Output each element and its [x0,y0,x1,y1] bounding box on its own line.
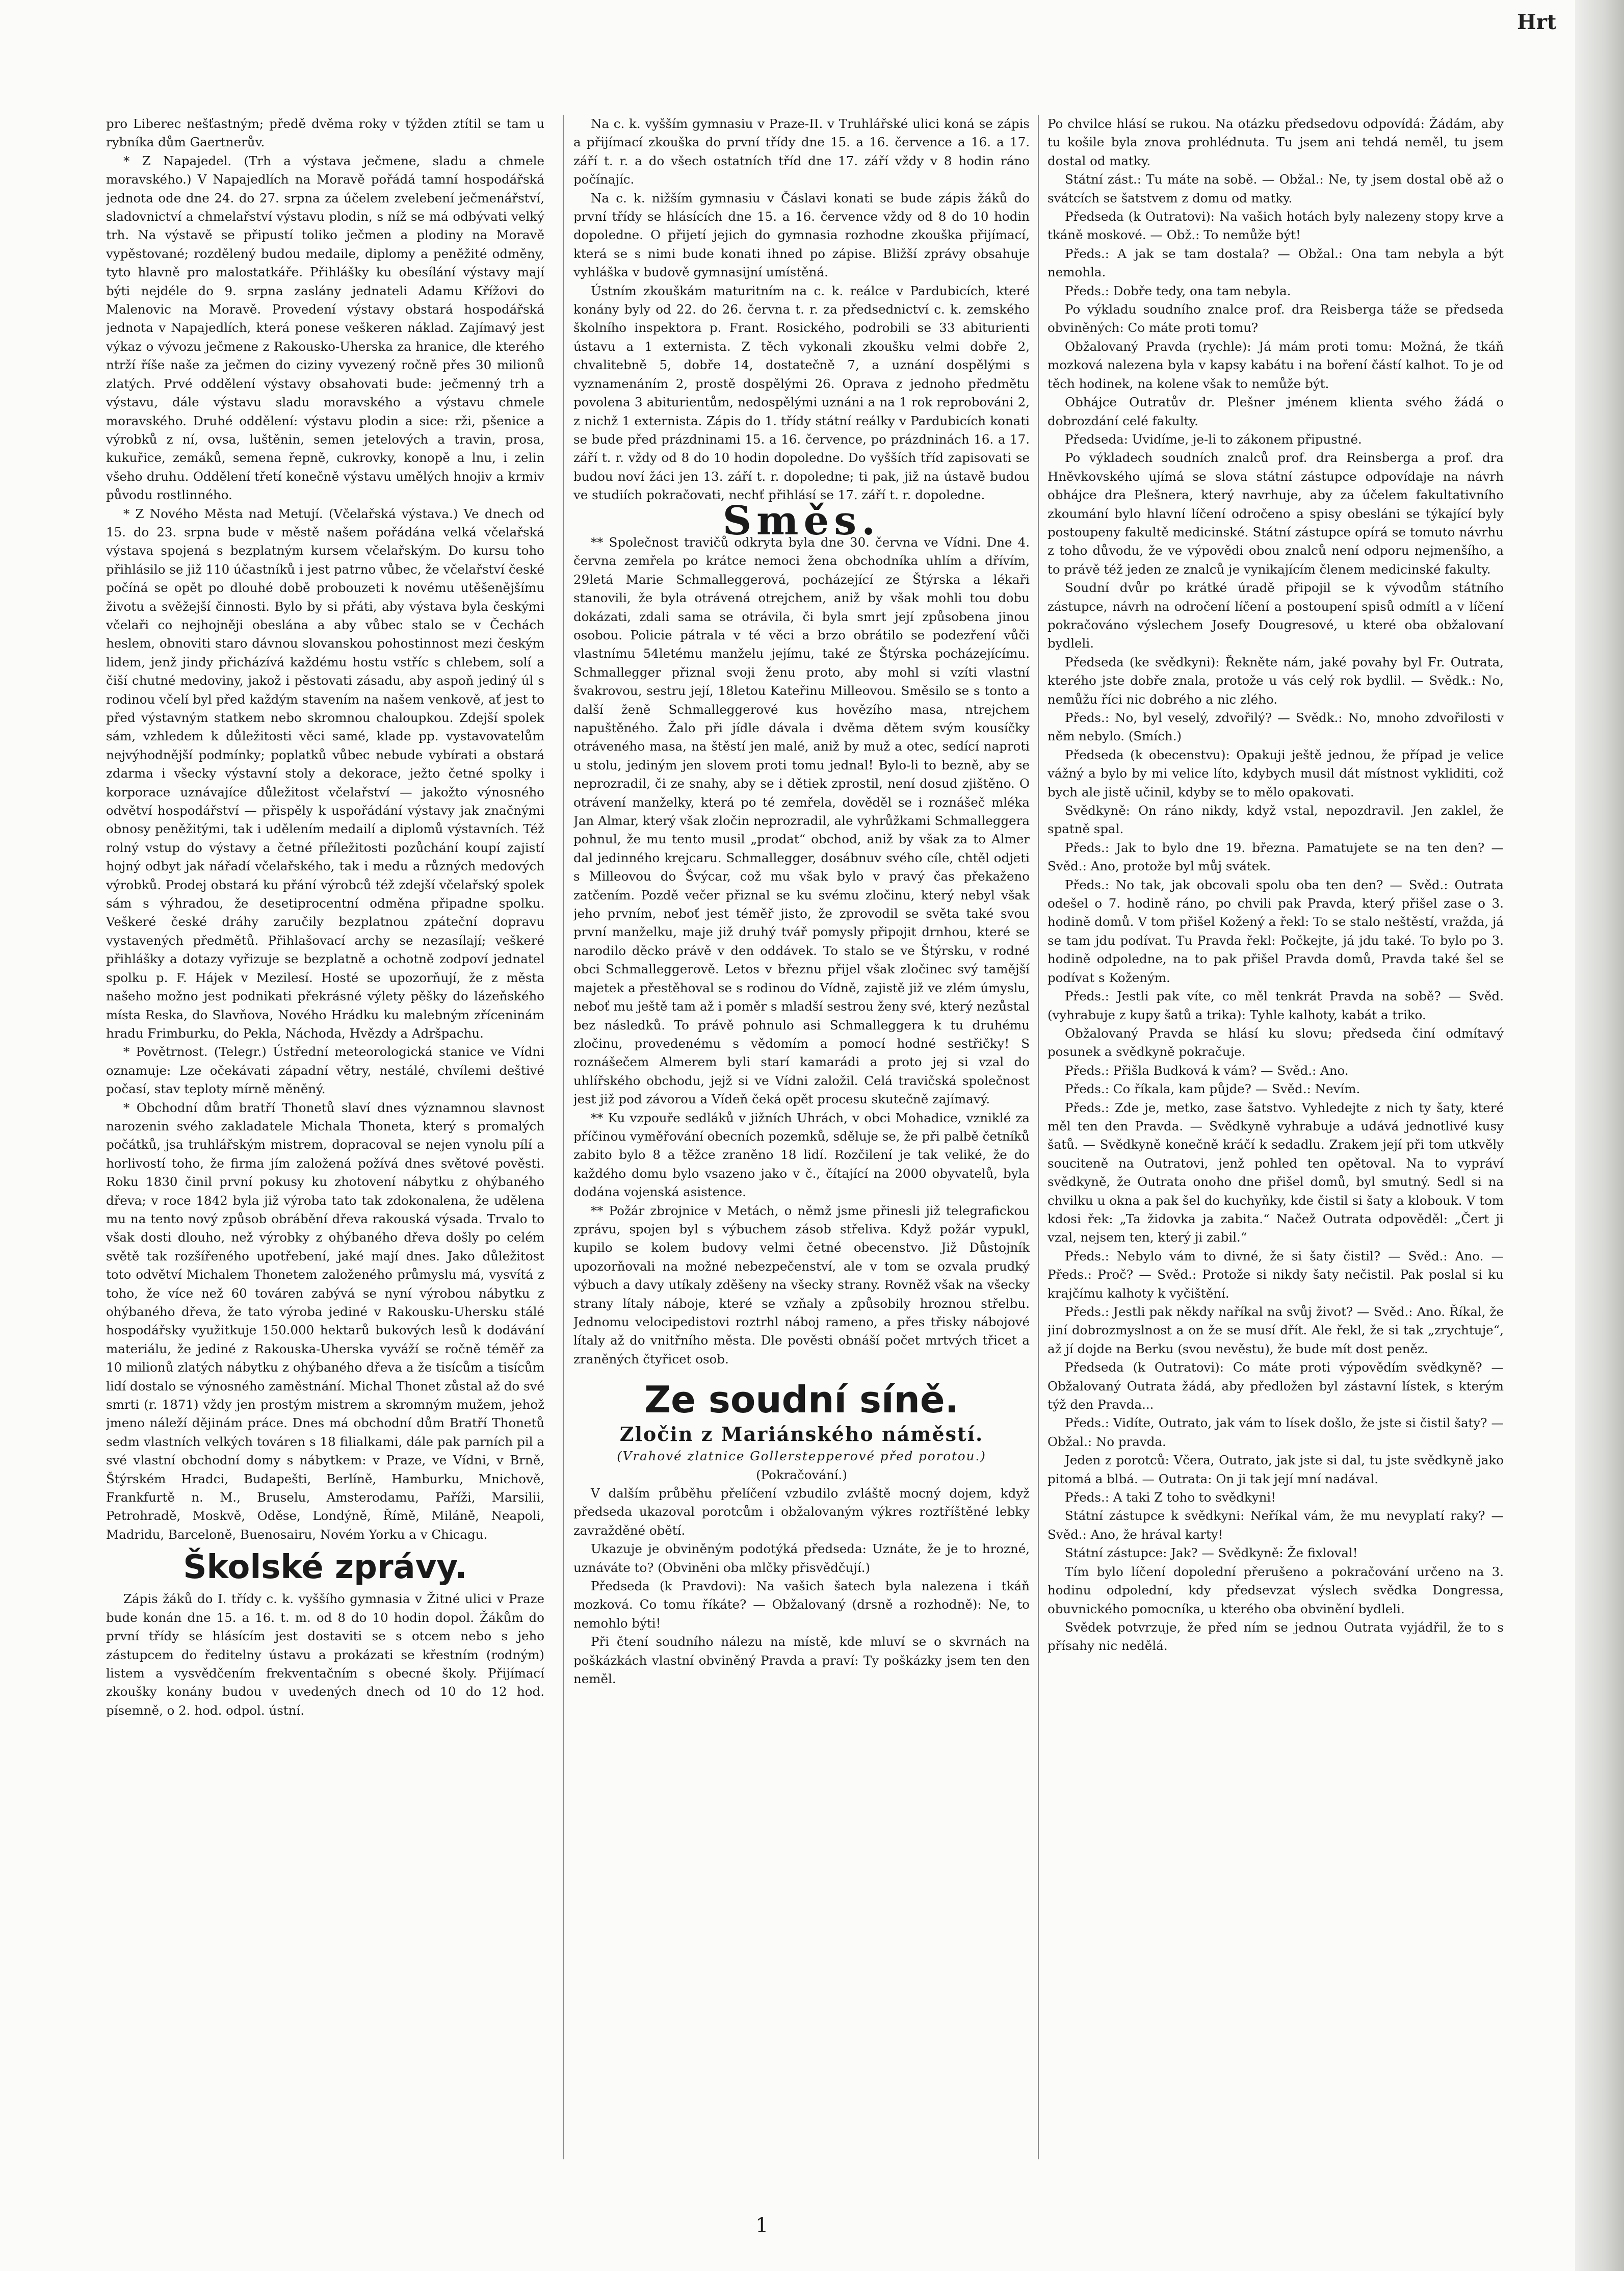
court-dialogue-paragraph: Předs.: Nebylo vám to divné, že si šaty čistil? — Svěd.: Ano. — Předs.: Proč? — Svěd.: Protože si nikdy šaty nečistil. Pak poslal si ku krajčímu kalhoty k vyčištění. [1047,1248,1504,1301]
article-paragraph: * Z Napajedel. (Trh a výstava ječmene, sladu a chmele moravského.) V Napajedlích na Moravě pořádá tamní hospodářská jednota ode dne 24. do 27. srpna za účelem zvelebení ječmenářství, sladovnictví a chmelařství výstavu plodin, s níž se má odbývati velký trh. Na výstavě se připustí toliko ječmen a plodiny na Moravě vypěstované; rozdělený budou medaile, diplomy a peněžité odměny, tyto hlavně pro malostatkáře. Přihlášky ku obesílání výstavy mají býti nejdéle do 9. srpna zaslány jednateli Adamu Křížovi do Malenovic na Moravě. Provedení výstavy obstará hospodářská jednota v Napajedlích, která ponese veškeren náklad. Zajímavý jest výkaz o vývozu ječmene z Rakousko-Uherska za hranice, dle kterého ntrží říše naše za ječmen do ciziny vyvezený ročně přes 30 milionů zlatých. Prvé oddělení výstavy obsahovati bude: ječmenný trh a výstavu, dále výstavu sladu moravského a výstavu chmele moravského. Druhé oddělení: výstavu plodin a sice: rži, pšenice a výrobků z ní, ovsa, luštěnin, semen jetelových a travin, prosa, kukuřice, zemáků, semena řepně, cukrovky, konopě a lnu, i zelin všeho druhu. Oddělení třetí konečně výstavu umělých hnojiv a krmiv původu rostlinného. [106,153,544,503]
court-dialogue-paragraph: Tím bylo líčení dopolední přerušeno a pokračování určeno na 3. hodinu odpolední, kdy předsevzat výslech svědka Dongressa, obuvnického pomocníka, u kterého oba obvinění bydleli. [1047,1564,1504,1616]
court-dialogue-paragraph: Předs.: A taki Z toho to svědkyni! [1065,1490,1276,1505]
column-1 [106,115,544,2154]
corner-mark: Hrt [1517,10,1557,34]
article-paragraph: Ústním zkouškám maturitním na c. k. reálce v Pardubicích, které konány byly od 22. do 26. června t. r. za předsednictví c. k. zemského školního inspektora p. Frant. Rosického, podrobili se 33 abiturienti ústavu a 1 externista. Z těch vykonali zkoušku velmi dobře 2, chvalitebně 5, dobře 14, dostatečně 7, a uznání dospělými s vyznamenáním 2, prostě dospělými 26. Oprava z jednoho předmětu povolena 3 abiturientům, nedospělými uznáni a na 1 rok reprobováni 2, z nichž 1 externista. Zápis do 1. třídy státní reálky v Pardubicích konati se bude před prázdninami 15. a 16. července, po prázdninách 16. a 17. září t. r. vždy od 8 do 10 hodin dopoledne. Do vyšších tříd zapisovati se budou noví žáci jen 13. září t. r. dopoledne; ti pak, již na ústavě budou ve studiích pokračovati, nechť přihlásí se 17. září t. r. dopoledne. [573,283,1030,503]
court-dialogue-paragraph: Předs.: Jak to bylo dne 19. března. Pamatujete se na ten den? — Svěd.: Ano, protože byl můj svátek. [1047,840,1504,874]
court-dialogue-paragraph: Předs.: A jak se tam dostala? — Obžal.: Ona tam nebyla a být nemohla. [1047,246,1504,280]
court-subheading-detail: (Vrahové zlatnice Gollerstepperové před porotou.) [617,1449,986,1464]
article-paragraph: * Povětrnost. (Telegr.) Ústřední meteorologická stanice ve Vídni oznamuje: Lze očekávati západní větry, nestálé, chvílemi deštivé počasí, stav teploty mírně měněný. [106,1044,544,1097]
court-dialogue-paragraph: Státní zást.: Tu máte na sobě. — Obžal.: Ne, ty jsem dostal obě až o svátcích se šatstvem z domu od matky. [1047,172,1504,205]
article-paragraph: ** Požár zbrojnice v Metách, o němž jsme přinesli již telegrafickou zprávu, spojen byl s výbuchem zásob střeliva. Když požár vypukl, kupilo se kolem budovy velmi četné obecenstvo. Již Důstojník upozorňovali na možné nebezpečenství, ale v tom se ozvala prudký výbuch a davy utíkaly zděšeny na všecky strany. Rovněž však na všecky strany lítaly náboje, které se vzňaly a způsobily hroznou střelbu. Jednomu velocipedistovi roztrhl náboj rameno, a přes třisky nábojové lítaly až do vnitřního města. Dle pověsti obnáší počet mrtvých třicet a zraněných čtyřicet osob. [573,1203,1030,1366]
court-dialogue-paragraph: Předs.: Co říkala, kam půjde? — Svěd.: Nevím. [1065,1081,1360,1097]
article-paragraph: Ukazuje je obviněným podotýká předseda: Uznáte, že je to hrozné, uznáváte to? (Obviněni oba mlčky přisvědčují.) [573,1541,1030,1575]
court-dialogue-paragraph: Předs.: No tak, jak obcovali spolu oba ten den? — Svěd.: Outrata odešel o 7. hodině ráno, po chvili pak Pravda, který přišel zase o 3. hodině domů. V tom přišel Kožený a řekl: To se stalo neštěstí, vražda, já se tam jdu podívat. Tu Pravda řekl: Počkejte, já jdu také. To bylo po 3. hodině odpoledne, na to pak přišel Pravda domů, Pravda také šel se podívat s Koženým. [1047,877,1504,985]
article-paragraph: Při čtení soudního nálezu na místě, kde mluví se o skvrnách na poškázkách vlastní obviněný Pravda a praví: Ty poškázky jsem ten den neměl. [573,1634,1030,1687]
article-paragraph: Na c. k. nižším gymnasiu v Čáslavi konati se bude zápis žáků do první třídy se hlásících dne 15. a 16. července vždy od 8 do 10 hodin dopoledne. O přijetí jejich do gymnasia rozhodne zkouška přijímací, která se s nimi bude konati ihned po zápise. Bližší zprávy obsahuje vyhláška v budově gymnasijní umístěná. [573,190,1030,280]
article-paragraph: * Obchodní dům bratří Thonetů slaví dnes významnou slavnost narozenin svého zakladatele Michala Thoneta, který s promalých počátků, jsa truhlářským mistrem, dopracoval se nejen vynolu pílí a horlivostí toho, že firma jím založená požívá dnes světové pověsti. Roku 1830 činil první pokusy ku zhotovení nábytku z ohýbaného dřeva; v roce 1842 byla již výroba tato tak zdokonalena, že udělena mu na tento nový způsob obrábění dřeva rakouská výsada. Trvalo to však dosti dlouho, než výrobky z ohýbaného dřeva došly po celém světě tak rozšířeného upotřebení, jaké mají dnes. Jako důležitost toto odvětví Michalem Thonetem založeného průmyslu má, vysvítá z toho, že více než 60 továren zabývá se nyní výrobou nábytku z ohýbaného dřeva, že tato výroba jediné v Rakousku-Uhersku stálé hospodářsky využitkuje 150.000 hektarů bukových lesů k dodávání materiálu, že jediné z Rakouska-Uherska vyváží se ročně téměř za 10 milionů zlatých nábytku z ohýbaného dřeva a že tisícům a tisícům lidí dostalo se výnosného zaměstnání. Michal Thonet zůstal až do své smrti (r. 1871) vždy jen prostým mistrem a skromným mužem, jehož jmeno náleží dějinám práce. Dnes má obchodní dům Bratří Thonetů sedm vlastních velkých továren s 18 filialkami, dále pak parních pil a své vlastní obchodní domy s nábytkem: v Praze, ve Vídni, v Brně, Štýrském Hradci, Budapešti, Berlíně, Hamburku, Mnichově, Frankfurtě n. M., Bruselu, Amsterodamu, Paříži, Marsilii, Petrohradě, Moskvě, Oděse, Londýně, Římě, Miláně, Neapoli, Madridu, Barceloně, Buenosairu, Novém Yorku a v Chicagu. [106,1100,544,1542]
court-dialogue-paragraph: Jeden z porotců: Včera, Outrato, jak jste si dal, tu jste svědkyně jako pitomá a blbá. — Outrata: On ji tak její mní nadával. [1047,1453,1504,1486]
court-dialogue-paragraph: Předs.: Jestli pak víte, co měl tenkrát Pravda na sobě? — Svěd. (vyhrabuje z kupy šatů a trika): Tyhle kalhoty, kabát a triko. [1047,989,1504,1022]
court-dialogue-paragraph: Svědek potvrzuje, že před ním se jednou Outrata vyjádřil, že to s přísahy nic nedělá. [1047,1619,1504,1654]
court-dialogue-paragraph: Předseda (k Outratovi): Co máte proti výpovědím svědkyně? — Obžalovaný Outrata žádá, aby předložen byl zástavní lístek, s kterým týž den Pravda... [1047,1360,1504,1412]
court-dialogue-paragraph: Předs.: Vidíte, Outrato, jak vám to lísek došlo, že jste si čistil šaty? — Obžal.: No pravda. [1047,1415,1504,1449]
court-dialogue-paragraph: Po chvilce hlásí se rukou. Na otázku předsedovu odpovídá: Žádám, aby tu košile byla znova prohlédnuta. Tu jsem ani tehdá neměl, tu jsem dostal od matky. [1047,116,1504,168]
article-paragraph: * Z Nového Města nad Metují. (Včelařská výstava.) Ve dnech od 15. do 23. srpna bude v městě našem pořádána velká včelařská výstava spojená s bezplatným kursem včelařským. Do kursu toho přihlásilo se již 110 účastníků i jest patrno vůbec, že včelařství české počíná se opět po dlouhé době probouzeti k novému utěšenějšímu životu a svěžejší činnosti. Bylo by si přáti, aby výstava byla českými včelaři co nejhojněji obeslána a aby vůbec stalo se v Čechách heslem, obnoviti staro dávnou slovanskou pohostinnost mezi českým lidem, jenž jindy přicházívá každému hostu vstříc s chlebem, solí a čiší chutné medoviny, jakož i pěstovati zásadu, aby aspoň jediný úl s rodinou včelí byl před každým stavením na našem venkově, ať jest to před výstavným statkem nebo skromnou chaloupkou. Zdejší spolek sám, vzhledem k důležitosti věci samé, klade pp. vystavovatelům nejvýhodnější podmínky; poplatků vůbec nebude vybírati a obstará zdarma i všecky výstavní stoly a dekorace, ježto četné spolky i korporace uznávajíce důležitost včelařství — jakožto výnosného odvětví hospodářství — přispěly k uspořádání výstavy jak značnými obnosy peněžitými, tak i udělením medailí a diplomů výstavních. Též rolný vstup do výstavy a četné příležitosti pozůchání koupí zajistí hojný odbyt jak nářadí včelařského, tak i medu a různých medových výrobků. Prodej obstará ku přání výrobců též zdejší včelařský spolek sám s výhradou, že desetiprocentní odměna připadne spolku. Veškeré české dráhy zaručily bezplatnou zpáteční dopravu vystavených předmětů. Přihlašovací archy se nezasílají; veškeré přihlášky a dotazy vyřizuje se bezplatně a ochotně zodpoví jednatel spolku p. F. Hájek v Mezilesí. Hosté se upozorňují, že z města našeho možno jest podnikati překrásné výlety pěšky do lázeňského místa Reska, do Slavňova, Nového Hrádku ku malebným zříceninám hradu Frimburku, do Pekla, Náchoda, Hvězdy a Adršpachu. [106,506,544,1041]
court-dialogue-paragraph: Po výkladech soudních znalců prof. dra Reinsberga a prof. dra Hněvkovského ujímá se slova státní zástupce odpovídaje na návrh obhájce dra Plešnera, který navrhuje, aby za účelem fakultativního zkoumání bylo hlavní líčení odročeno a spisy obesláni se týkající byly postoupeny fakultě medicinské. Státní zástupce opírá se tomuto návrhu z toho důvodu, že ve výpovědi obou znalců není odporu nejmenšího, a to právě též jeden ze znalců je vynikajícím členem medicinské fakulty. [1047,450,1504,577]
article-paragraph: V dalším průběhu přelíčení vzbudilo zvláště mocný dojem, když předseda ukazoval porotcům i obžalovaným výkres roztříštěné lebky zavražděné obětí. [573,1486,1030,1538]
court-dialogue-paragraph: Soudní dvůr po krátké úradě připojil se k vývodům státního zástupce, návrh na odročení líčení a postoupení spisů odmítl a v líčení pokračováno výslechem Josefy Dougresové, u které oba obžalovaní bydleli. [1047,580,1504,651]
court-dialogue-paragraph: Obhájce Outratův dr. Plešner jménem klienta svého žádá o dobrozdání celé fakulty. [1047,395,1504,428]
section-heading-court: Ze soudní síně. [644,1378,959,1422]
court-subheading: Zločin z Mariánského náměstí. [619,1423,984,1446]
page-mark: 1 [755,2214,769,2237]
court-dialogue-paragraph: Po výkladu soudního znalce prof. dra Reisberga táže se předseda obviněných: Co máte proti tomu? [1047,302,1504,336]
court-dialogue-paragraph: Předs.: Dobře tedy, ona tam nebyla. [1065,283,1291,298]
court-dialogue-paragraph: Předseda: Uvidíme, je-li to zákonem připustné. [1065,431,1362,447]
column-rule-1 [563,115,564,2159]
court-dialogue-paragraph: Obžalovaný Pravda (rychle): Já mám proti tomu: Možná, že tkáň mozková nalezena byla v kapsy kabátu i na boření částí kalhot. To je od těch hodinek, na kolene však to nemůže být. [1047,339,1504,391]
column-3 [1047,115,1504,2154]
court-dialogue-paragraph: Předs.: No, byl veselý, zdvořilý? — Svědk.: No, mnoho zdvořilosti v něm nebylo. (Smích.) [1047,710,1504,744]
court-dialogue-paragraph: Předs.: Jestli pak někdy naříkal na svůj život? — Svěd.: Ano. Říkal, že jiní dobrozmyslnost a on že se musí dřít. Ale řekl, že si tak „zrychtuje“, až jí dojde na Berku (svou nevěstu), že bude mít dost peněz. [1047,1304,1504,1356]
column-2 [573,115,1030,2154]
section-heading-school-news: Školské zprávy. [183,1549,467,1587]
article-paragraph: Zápis žáků do I. třídy c. k. vyššího gymnasia v Žitné ulici v Praze bude konán dne 15. a 16. t. m. od 8 do 10 hodin dopol. Žákům do první třídy se hlásícím jest dostaviti se s otcem nebo s jeho zástupcem do ředitelny ústavu a prokázati se křestním (rodným) listem a vysvědčením frekventačním s obecné školy. Přijímací zkoušky konány budou v uvedených dnech od 10 do 12 hod. písemně, o 2. hod. odpol. ústní. [106,1591,544,1718]
court-dialogue-paragraph: Státní zástupce k svědkyni: Neříkal vám, že mu nevyplatí raky? — Svěd.: Ano, že hrával karty! [1047,1508,1504,1542]
court-dialogue-paragraph: Předseda (k Outratovi): Na vašich hotách byly nalezeny stopy krve a tkáně moskové. — Obž.: To nemůže být! [1047,209,1504,243]
article-paragraph: ** Ku vzpouře sedláků v jižních Uhrách, v obci Mohadice, vzniklé za příčinou vyměřování obecních pozemků, sděluje se, že při palbě četníků zabito bylo 8 a těžce zraněno 18 lidí. Rozčilení je tak veliké, že do každého domu bylo vsazeno jako v č., čítající na 2000 obyvatelů, byla dodána vojenská asistence. [573,1110,1030,1200]
court-dialogue-paragraph: Svědkyně: On ráno nikdy, když vstal, nepozdravil. Jen zaklel, že spatně spal. [1047,803,1504,837]
page-edge-shadow [1575,0,1624,2271]
column-rule-2 [1038,115,1039,2159]
court-dialogue-paragraph: Předseda (k obecenstvu): Opakuji ještě jednou, že případ je velice vážný a bylo by mi velice líto, kdybych musil dát místnost vykliditi, což bych ale jistě učinil, kdyby se to mělo opakovati. [1047,747,1504,799]
article-paragraph: Předseda (k Pravdovi): Na vašich šatech byla nalezena i tkáň mozková. Co tomu říkáte? — Obžalovaný (drsně a rozhodně): Ne, to nemohlo býti! [573,1579,1030,1631]
court-dialogue-paragraph: Předseda (ke svědkyni): Řekněte nám, jaké povahy byl Fr. Outrata, kterého jste dobře znala, protože u vás celý rok bydlil. — Svědk.: No, nemůžu říci nic dobrého a nic zlého. [1047,654,1504,707]
article-paragraph: pro Liberec nešťastným; předě dvěma roky v týžden ztítil se tam u rybníka dům Gaertnerův. [106,116,544,150]
article-paragraph: Na c. k. vyšším gymnasiu v Praze-II. v Truhlářské ulici koná se zápis a přijímací zkouška do první třídy dne 15. a 16. července a 16. a 17. září t. r. a do všech ostatních tříd dne 17. září vždy v 8 hodin ráno počínajíc. [573,116,1030,187]
court-dialogue-paragraph: Předs.: Přišla Budková k vám? — Svěd.: Ano. [1065,1063,1349,1078]
court-dialogue-paragraph: Předs.: Zde je, metko, zase šatstvo. Vyhledejte z nich ty šaty, které měl ten den Pravda. — Svědkyně vyhrabuje a udává jednotlivé kusy šatů. — Svědkyně konečně kráčí k sedadlu. Zrakem její při tom utkvěly souciteně na Outratovi, jenž pohled ten opětoval. Na to vypráví svědkyně, že Outrata onoho dne přišel domů, byl smutný. Sedl si na chvilku u okna a pak šel do kuchyňky, kde čistil si šaty a klobouk. V tom kdosi řek: „Ta židovka ja zabita.“ Načež Outrata odpověděl: „Čert ji vzal, nejsem ten, který ji zabil.“ [1047,1100,1504,1245]
section-heading-miscellany: Směs. [722,497,881,544]
court-dialogue-paragraph: Obžalovaný Pravda se hlásí ku slovu; předseda činí odmítavý posunek a svědkyně pokračuje. [1047,1025,1504,1060]
court-dialogue-paragraph: Státní zástupce: Jak? — Svědkyně: Že fixloval! [1065,1545,1358,1561]
article-paragraph: ** Společnost travičů odkryta byla dne 30. června ve Vídni. Dne 4. června zemřela po krátce nemoci žena obchodníka uhlím a dřívím, 29letá Marie Schmalleggerová, pocházející ze Štýrska a lékaři stanovili, že byla otrávená otrejchem, aniž by však mohli tou dobu dokázati, zdali sama se otrávila, či byla smrt její způsobena jinou osobou. Policie pátrala v té věci a brzo obrátilo se podezření vůči vlastnímu 54letému manželu jejímu, také ze Štýrska pocházejícímu. Schmallegger přiznal svoji ženu proto, aby mohl si vzíti vlastní švakrovou, sestru její, 18letou Kateřinu Milleovou. Směsilo se s tonto a další ženě Schmalleggerové kus hovězího masa, ntrejchem napuštěného. Žalo při jídle dávala i dvěma dětem svým kousíčky otráveného masa, na štěstí jen malé, aniž by muž a otec, sedící naproti u stolu, jediným jen slovem proti tomu jednal! Bylo-li to bezně, aby se neprozradil, či ze snahy, aby se i dětiek zprostil, není dosud zjištěno. O otrávení manželky, která po té zemřela, dověděl se i roznášeč mléka Jan Almar, který však zločin neprozradil, ale vyhrůžkami Schmalleggera pohnul, že mu tento musil „prodat“ obchod, aniž by však za to Almer dal jedinného krejcaru. Schmallegger, dosábnuv svého cíle, chtěl odjeti s Milleovou do Švýcar, což mu však bylo v pravý čas překaženo zatčením. Pozdě večer přiznal se ku svému zločinu, který nebyl však jeho prvním, neboť jest téměř jisto, že zprovodil se světa také svou první manželku, maje již druhý tvář pomysly připojit drnhou, které se narodilo děcko právě v den oddávek. To stalo se ve Štýrsku, v rodné obci Schmalleggerově. Letos v březnu přijel však zločinec svý tamější majetek a přestěhoval se s rodinou do Vídně, zajistě již ve zlém úmyslu, neboť mu ještě tam až i poměr s mladší sestrou ženy své, který nezůstal bez následků. To právě pohnulo asi Schmalleggera k tu druhému zločinu, provedenému s vědomím a pomocí hodné sestřičky! S roznášečem Almerem byli starí kamarádi a proto jej si vzal do uhlířského obchodu, jejž si ve Vídni založil. Celá travičská společnost jest již pod závorou a Vídeň čeká opět procesu skutečně zajímavý. [573,534,1030,1107]
continuation-note: (Pokračování.) [756,1467,847,1482]
